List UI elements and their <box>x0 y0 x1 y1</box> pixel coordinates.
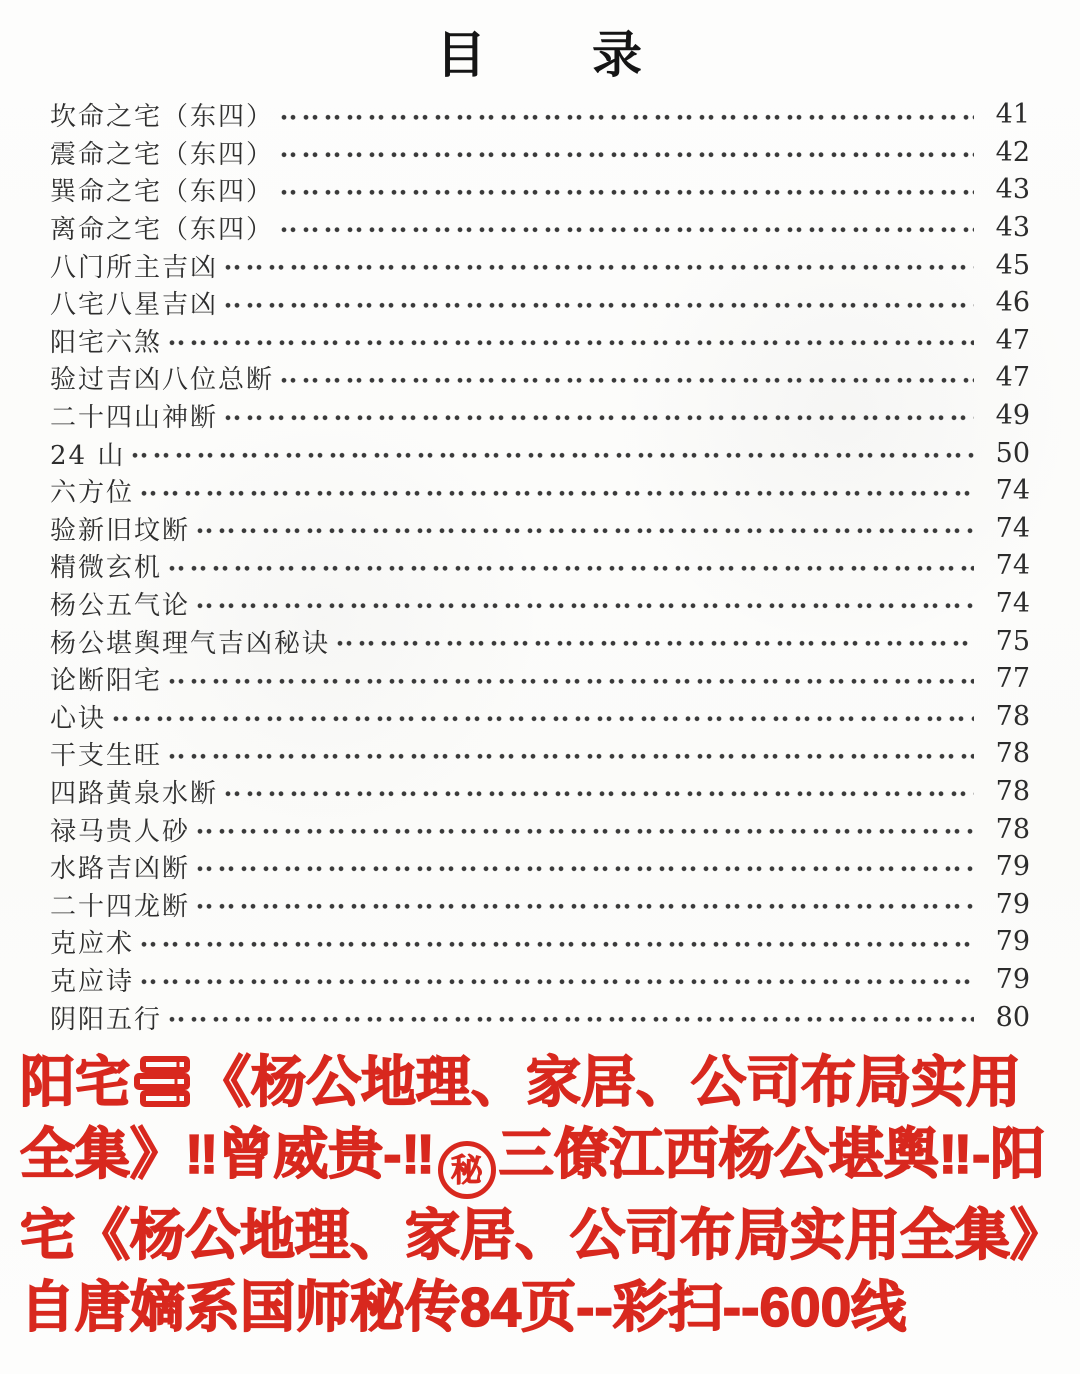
toc-entry-page-number: 80 <box>995 1001 1030 1033</box>
watermark-line-1-post: 《杨公地理、家居、公司布局实用 <box>196 1051 1022 1113</box>
toc-row <box>50 961 1030 999</box>
dotted-leader <box>196 585 974 623</box>
toc-row <box>50 434 1030 472</box>
toc-row <box>50 322 1030 360</box>
watermark-banner <box>20 1046 1070 1343</box>
dotted-leader <box>224 773 974 811</box>
toc-entry-page-number: 45 <box>995 249 1030 281</box>
toc-entry-label: 二十四山神断 <box>50 403 219 434</box>
dotted-leader <box>196 510 974 548</box>
dotted-leader <box>196 885 974 923</box>
toc-entry-label: 二十四龙断 <box>50 891 191 922</box>
dotted-leader <box>168 998 974 1036</box>
toc-entry-label: 24 山 <box>50 440 126 471</box>
dotted-leader <box>168 735 974 773</box>
toc-entry-label: 巽命之宅（东四） <box>50 177 275 208</box>
secret-circle-icon <box>438 1141 496 1199</box>
toc-entry-label: 八宅八星吉凶 <box>50 290 219 321</box>
toc-entry-page-number: 79 <box>995 926 1030 958</box>
toc-entry-page-number: 74 <box>995 512 1030 544</box>
watermark-line-2 <box>20 1118 1070 1199</box>
toc-row <box>50 622 1030 660</box>
dotted-leader <box>140 472 974 510</box>
dotted-leader <box>140 961 974 999</box>
watermark-line-4: 自唐嫡系国师秘传84页--彩扫--600线 <box>20 1276 907 1338</box>
toc-row <box>50 359 1030 397</box>
books-icon <box>132 1055 194 1109</box>
toc-row <box>50 284 1030 322</box>
secret-char: 秘 <box>450 1152 483 1188</box>
toc-row <box>50 134 1030 172</box>
dotted-leader <box>196 848 974 886</box>
toc-entry-page-number: 78 <box>995 775 1030 807</box>
toc-row <box>50 885 1030 923</box>
watermark-line-1-pre: 阳宅 <box>20 1051 131 1113</box>
toc-entry-label: 禄马贵人砂 <box>50 816 191 847</box>
toc-row <box>50 246 1030 284</box>
watermark-line-2-post: 三僚江西杨公堪舆‼-阳 <box>498 1123 1046 1185</box>
toc-entry-page-number: 78 <box>995 738 1030 770</box>
dotted-leader <box>131 434 974 472</box>
page-title: 目 录 <box>436 25 644 84</box>
watermark-line-2-pre: 全集》‼曾威贵-‼ <box>20 1123 435 1185</box>
toc-entry-page-number: 74 <box>995 588 1030 620</box>
toc-entry-page-number: 47 <box>995 362 1030 394</box>
dotted-leader <box>336 622 974 660</box>
toc-row <box>50 810 1030 848</box>
toc-entry-label: 干支生旺 <box>50 741 163 772</box>
dotted-leader <box>196 810 974 848</box>
toc-list <box>50 90 1030 1036</box>
dotted-leader <box>224 246 974 284</box>
dotted-leader <box>280 359 974 397</box>
toc-entry-label: 杨公五气论 <box>50 591 191 622</box>
toc-row <box>50 660 1030 698</box>
toc-entry-page-number: 41 <box>995 99 1030 131</box>
toc-row <box>50 585 1030 623</box>
toc-entry-label: 四路黄泉水断 <box>50 778 219 809</box>
toc-entry-label: 震命之宅（东四） <box>50 139 275 170</box>
toc-row <box>50 698 1030 736</box>
toc-entry-label: 坎命之宅（东四） <box>50 102 275 133</box>
toc-entry-label: 水路吉凶断 <box>50 854 191 885</box>
toc-row <box>50 171 1030 209</box>
toc-entry-page-number: 42 <box>995 136 1030 168</box>
dotted-leader <box>224 284 974 322</box>
toc-row <box>50 998 1030 1036</box>
dotted-leader <box>280 209 974 247</box>
toc-entry-page-number: 74 <box>995 550 1030 582</box>
toc-row <box>50 472 1030 510</box>
toc-entry-label: 离命之宅（东四） <box>50 215 275 246</box>
toc-entry-label: 阳宅六煞 <box>50 327 163 358</box>
toc-row <box>50 923 1030 961</box>
dotted-leader <box>168 547 974 585</box>
toc-entry-label: 验过吉凶八位总断 <box>50 365 275 396</box>
toc-entry-label: 心诀 <box>50 703 107 734</box>
watermark-line-3: 宅《杨公地理、家居、公司布局实用全集》 <box>20 1204 1066 1266</box>
toc-entry-label: 六方位 <box>50 478 135 509</box>
toc-entry-page-number: 79 <box>995 888 1030 920</box>
dotted-leader <box>224 397 974 435</box>
toc-entry-page-number: 75 <box>995 625 1030 657</box>
toc-entry-page-number: 50 <box>995 437 1030 469</box>
toc-entry-label: 阴阳五行 <box>50 1004 163 1035</box>
toc-entry-label: 克应诗 <box>50 966 135 997</box>
toc-entry-label: 克应术 <box>50 929 135 960</box>
toc-entry-page-number: 47 <box>995 324 1030 356</box>
toc-entry-page-number: 43 <box>995 174 1030 206</box>
toc-entry-page-number: 77 <box>995 663 1030 695</box>
toc-entry-page-number: 49 <box>995 400 1030 432</box>
toc-entry-page-number: 79 <box>995 851 1030 883</box>
toc-entry-page-number: 74 <box>995 475 1030 507</box>
toc-row <box>50 209 1030 247</box>
watermark-line-1 <box>20 1046 1070 1118</box>
toc-row <box>50 96 1030 134</box>
dotted-leader <box>168 322 974 360</box>
toc-row <box>50 510 1030 548</box>
toc-entry-page-number: 46 <box>995 287 1030 319</box>
toc-row <box>50 848 1030 886</box>
toc-entry-page-number: 78 <box>995 700 1030 732</box>
toc-row <box>50 547 1030 585</box>
toc-entry-label: 论断阳宅 <box>50 666 163 697</box>
dotted-leader <box>280 171 974 209</box>
toc-row <box>50 735 1030 773</box>
toc-entry-page-number: 79 <box>995 963 1030 995</box>
dotted-leader <box>280 96 974 134</box>
dotted-leader <box>168 660 974 698</box>
toc-entry-page-number: 78 <box>995 813 1030 845</box>
toc-row <box>50 397 1030 435</box>
toc-entry-page-number: 43 <box>995 212 1030 244</box>
dotted-leader <box>280 134 974 172</box>
toc-entry-label: 验新旧坟断 <box>50 515 191 546</box>
toc-entry-label: 杨公堪舆理气吉凶秘诀 <box>50 628 331 659</box>
toc-entry-label: 精微玄机 <box>50 553 163 584</box>
dotted-leader <box>112 698 974 736</box>
toc-row <box>50 773 1030 811</box>
toc-entry-label: 八门所主吉凶 <box>50 252 219 283</box>
dotted-leader <box>140 923 974 961</box>
